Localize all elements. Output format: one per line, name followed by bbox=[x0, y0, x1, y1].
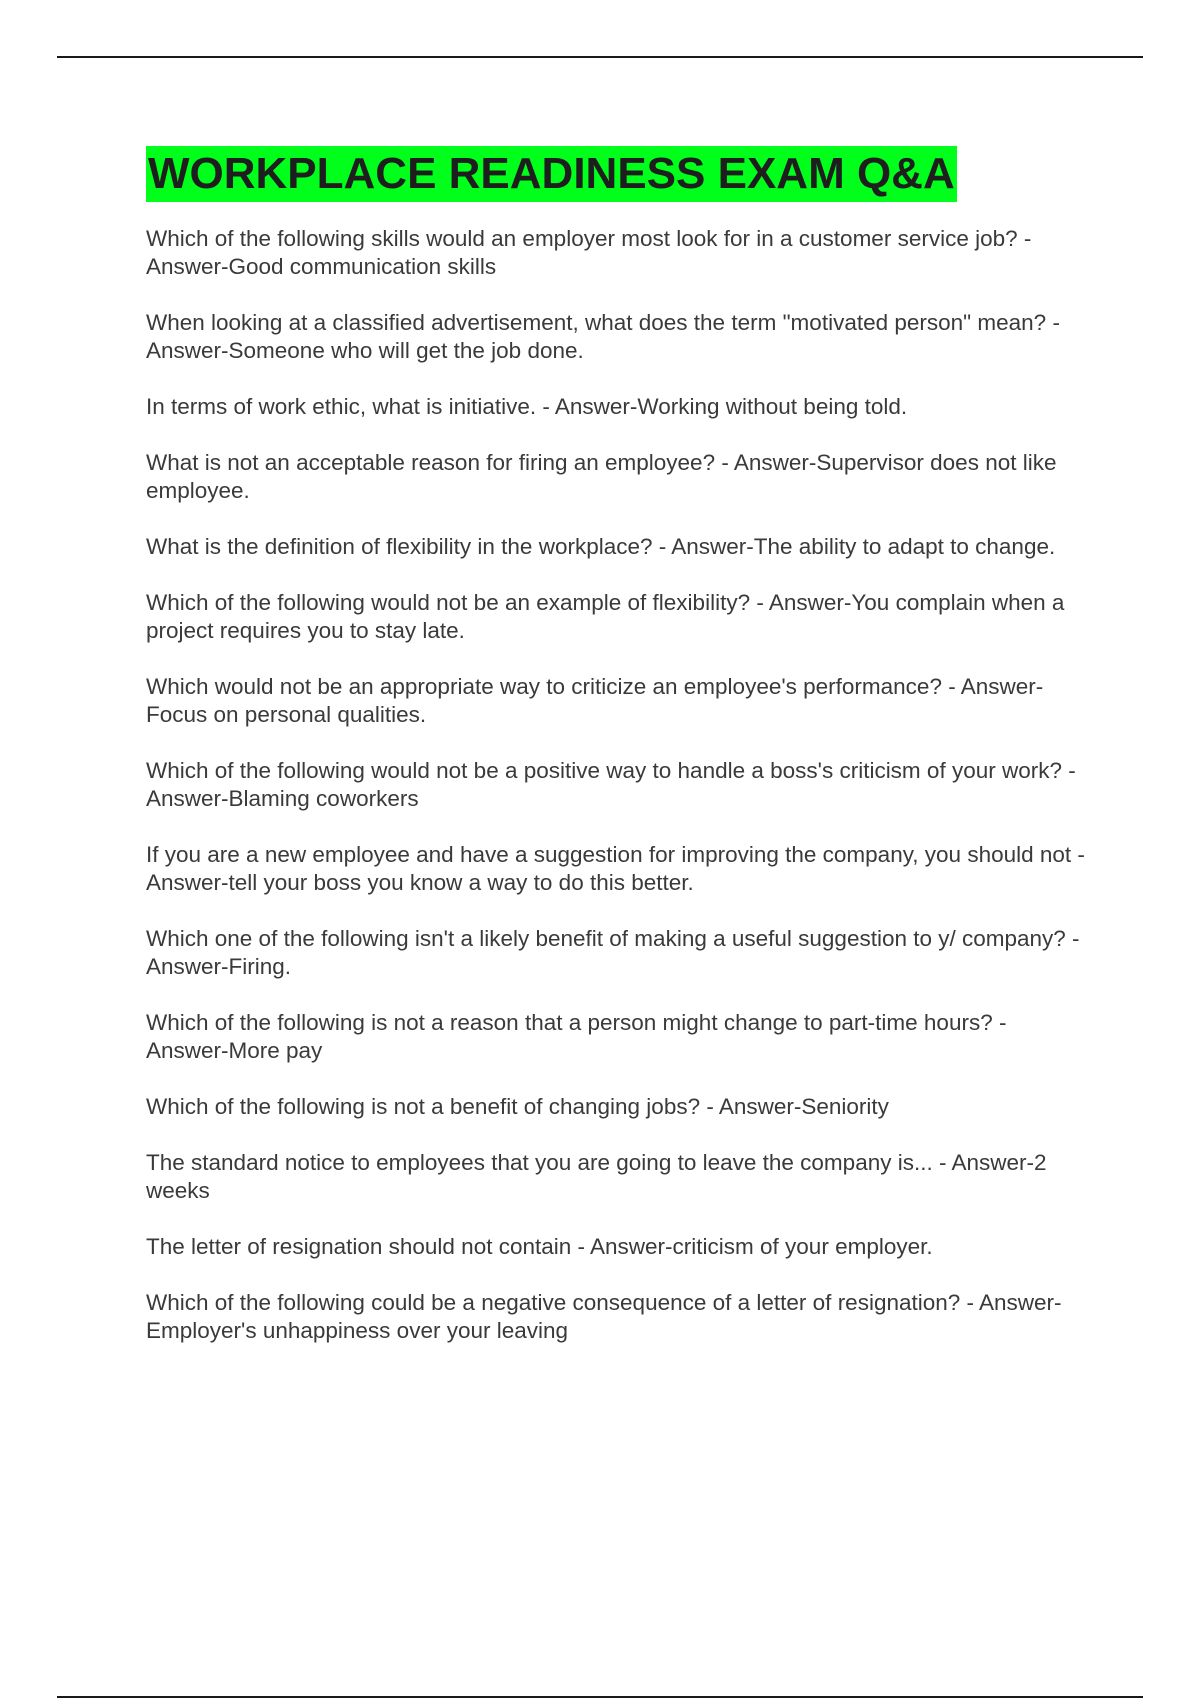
qa-item: Which would not be an appropriate way to criticize an employee's performance? - Answer-Focus on personal qualities. bbox=[146, 674, 1044, 727]
qa-item: Which of the following is not a benefit of changing jobs? - Answer-Seniority bbox=[146, 1094, 889, 1119]
qa-item: The standard notice to employees that you are going to leave the company is... - Answer-2 weeks bbox=[146, 1150, 1047, 1203]
qa-item: The letter of resignation should not contain - Answer-criticism of your employer. bbox=[146, 1234, 933, 1259]
qa-list bbox=[146, 225, 1091, 1345]
qa-item: When looking at a classified advertisement, what does the term "motivated person" mean? - Answer-Someone who will get the job done. bbox=[146, 310, 1060, 363]
page-title: WORKPLACE READINESS EXAM Q&A bbox=[146, 146, 957, 202]
qa-item: Which of the following would not be a positive way to handle a boss's criticism of your work? - Answer-Blaming coworkers bbox=[146, 758, 1076, 811]
footer-rule bbox=[57, 1696, 1143, 1698]
qa-item: Which of the following skills would an employer most look for in a customer service job? - Answer-Good communication skills bbox=[146, 226, 1032, 279]
qa-item: Which one of the following isn't a likely benefit of making a useful suggestion to y/ company? - Answer-Firing. bbox=[146, 926, 1080, 979]
qa-item: Which of the following could be a negative consequence of a letter of resignation? - Answer-Employer's unhappiness over your leaving bbox=[146, 1290, 1062, 1343]
header-rule bbox=[57, 56, 1143, 58]
qa-item: Which of the following would not be an example of flexibility? - Answer-You complain when a project requires you to stay late. bbox=[146, 590, 1065, 643]
document-body bbox=[146, 146, 1091, 1373]
qa-item: If you are a new employee and have a suggestion for improving the company, you should not - Answer-tell your boss you know a way to do this better. bbox=[146, 842, 1085, 895]
qa-item: In terms of work ethic, what is initiative. - Answer-Working without being told. bbox=[146, 394, 908, 419]
qa-item: Which of the following is not a reason that a person might change to part-time hours? - Answer-More pay bbox=[146, 1010, 1007, 1063]
qa-item: What is not an acceptable reason for firing an employee? - Answer-Supervisor does not like employee. bbox=[146, 450, 1057, 503]
qa-item: What is the definition of flexibility in the workplace? - Answer-The ability to adapt to change. bbox=[146, 534, 1056, 559]
